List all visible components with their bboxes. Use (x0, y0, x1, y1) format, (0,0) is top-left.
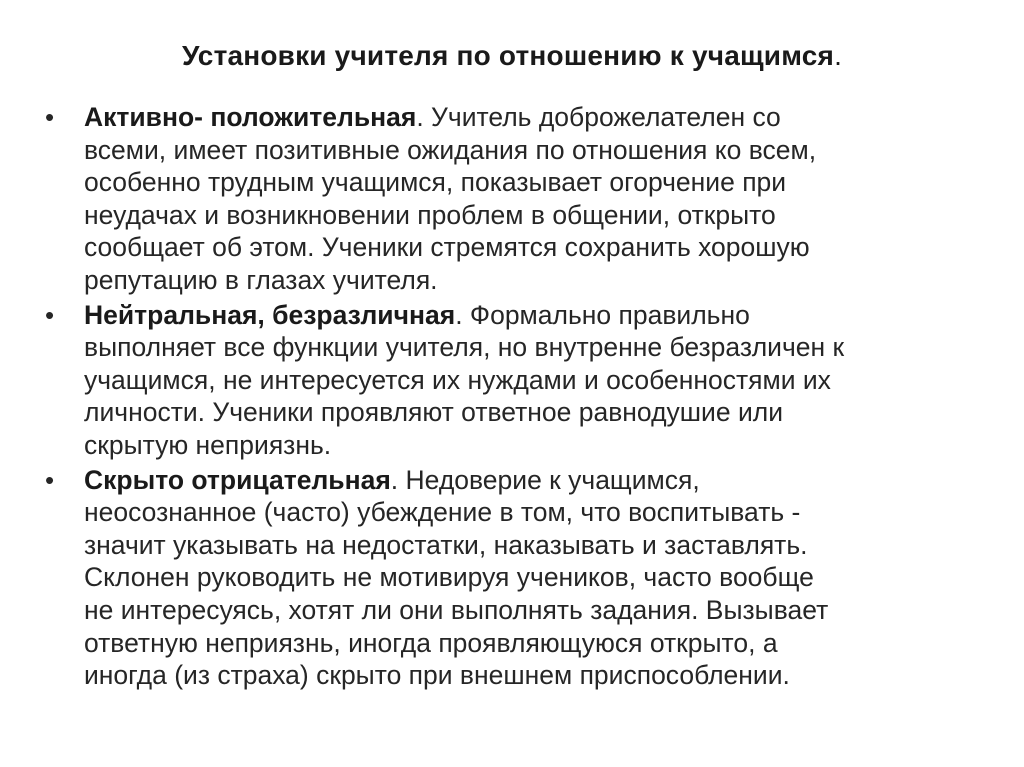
slide-title (0, 38, 1024, 74)
bullet-line: учащимся, не интересуется их нуждами и особенностями их (84, 364, 831, 395)
bullet-item-positive (45, 101, 995, 297)
bullet-line: неудачах и возникновении проблем в общении, открыто (84, 199, 776, 230)
bullet-line: выполняет все функции учителя, но внутренне безразличен к (84, 332, 845, 363)
bullet-line: не интересуясь, хотят ли они выполнять задания. Вызывает (84, 594, 829, 625)
bullet-line: сообщает об этом. Ученики стремятся сохранить хорошую (84, 232, 810, 263)
bullet-item-hidden-negative (45, 464, 995, 692)
slide-title-dot: . (834, 40, 843, 71)
bullet-line: иногда (из страха) скрыто при внешнем приспособлении. (84, 660, 790, 691)
bullet-line: значит указывать на недостатки, наказывать и заставлять. (84, 529, 808, 560)
bullet-line: всеми, имеет позитивные ожидания по отношения ко всем, (84, 134, 817, 165)
bullet-line: особенно трудным учащимся, показывает огорчение при (84, 167, 787, 198)
bullet-text: . Недоверие к учащимся, (390, 464, 700, 495)
bullet-term: Активно- положительная (84, 102, 417, 132)
bullet-line (84, 101, 995, 134)
bullet-line: репутацию в глазах учителя. (84, 264, 438, 295)
bullet-line: неосознанное (часто) убеждение в том, что воспитывать - (84, 497, 801, 528)
bullet-text: . Формально правильно (455, 299, 750, 330)
bullet-term: Нейтральная, безразличная (84, 299, 456, 330)
bullet-line: личности. Ученики проявляют ответное равнодушие или (84, 397, 784, 428)
bullet-list (45, 101, 995, 694)
bullet-line: Склонен руководить не мотивируя учеников, часто вообще (84, 562, 814, 593)
bullet-marker: • (45, 299, 55, 330)
bullet-text: . Учитель доброжелателен со (416, 102, 781, 132)
bullet-item-neutral (45, 299, 995, 462)
bullet-line: скрытую неприязнь. (84, 429, 332, 460)
bullet-marker: • (45, 102, 55, 132)
bullet-marker: • (45, 464, 55, 495)
bullet-line: ответную неприязнь, иногда проявляющуюся открыто, а (84, 627, 778, 658)
bullet-line (84, 299, 995, 332)
bullet-term: Скрыто отрицательная (84, 464, 391, 495)
bullet-line (84, 464, 995, 497)
slide-title-text: Установки учителя по отношению к учащимся (181, 40, 835, 71)
